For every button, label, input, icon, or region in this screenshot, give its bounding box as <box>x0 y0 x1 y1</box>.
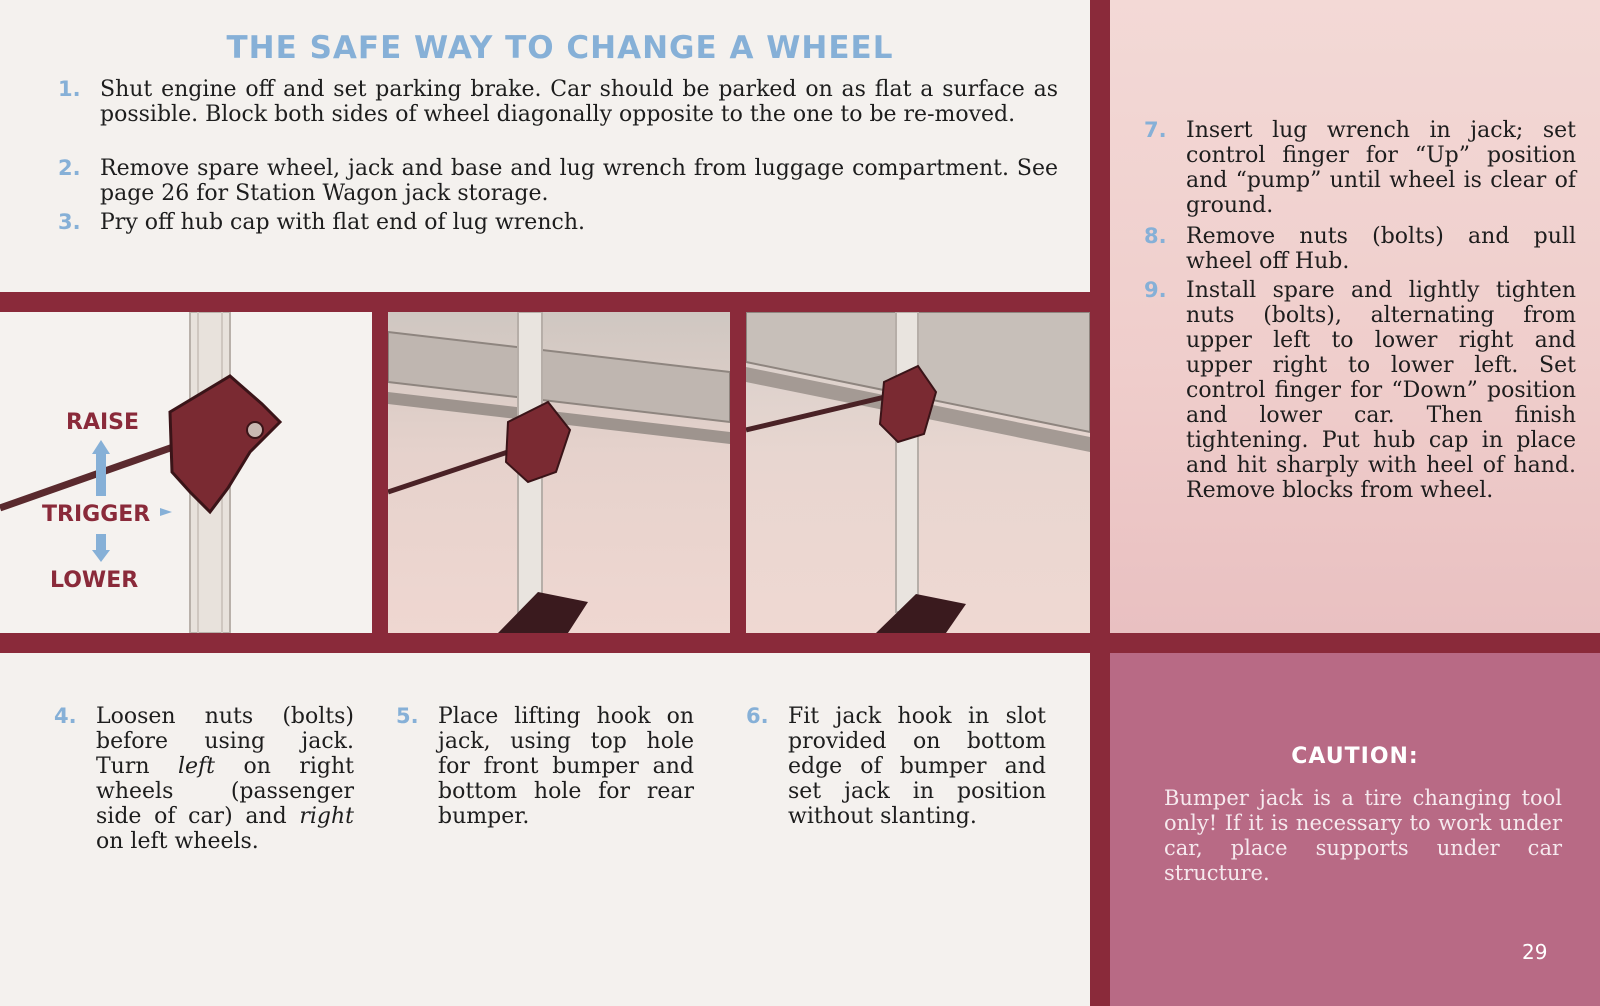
step-text: Fit jack hook in slot provided on bottom edge of bumper and set jack in position without slanting. <box>788 704 1046 829</box>
step-number: 8. <box>1144 224 1167 248</box>
step-6 <box>746 704 1046 829</box>
caution-heading: CAUTION: <box>1291 744 1419 769</box>
step-number: 9. <box>1144 278 1167 302</box>
photo-divider <box>372 292 388 642</box>
frame-divider-middle <box>0 633 1600 653</box>
step-text: Loosen nuts (bolts) before using jack. Turn <box>96 704 354 779</box>
step-number: 7. <box>1144 118 1167 142</box>
trigger-label: TRIGGER <box>42 502 151 527</box>
jack-photo-front-bumper <box>388 312 730 633</box>
step-text: on left wheels. <box>96 829 259 854</box>
step-text: Install spare and lightly tighten nuts (bolts), alternating from upper left to lower right and upper right to lower left. Set control finger for “Down” position and lower car. Then finish tightening. Put hub cap in place and hit sharply with heel of hand. Remove blocks from wheel. <box>1186 278 1576 503</box>
photo-divider <box>730 292 746 642</box>
lower-label: LOWER <box>50 568 139 593</box>
step-9 <box>1144 278 1576 503</box>
step-3 <box>58 210 1058 235</box>
step-5 <box>396 704 694 829</box>
caution-text: Bumper jack is a tire changing tool only! If it is necessary to work under car, place supports under car structure. <box>1164 786 1562 885</box>
step-7 <box>1144 118 1576 218</box>
step-8 <box>1144 224 1576 274</box>
step-text: Shut engine off and set parking brake. Car should be parked on as flat a surface as possible. Block both sides of wheel diagonally opposite to the one to be re-moved. <box>100 77 1058 127</box>
step-number: 5. <box>396 704 419 728</box>
frame-divider-vertical <box>1090 0 1110 1006</box>
page-title: THE SAFE WAY TO CHANGE A WHEEL <box>226 30 894 66</box>
step-text: Remove spare wheel, jack and base and lug wrench from luggage compartment. See page 26 for Station Wagon jack storage. <box>100 156 1058 206</box>
jack-photo-rear-bumper <box>746 312 1090 633</box>
frame-divider-top <box>0 292 1092 312</box>
step-number: 1. <box>58 77 81 101</box>
rear-jack-photo <box>746 312 1090 633</box>
step-emphasis: left <box>177 754 216 779</box>
step-text: Pry off hub cap with flat end of lug wrench. <box>100 210 585 235</box>
jack-diagram-photo <box>0 312 372 633</box>
step-text: Insert lug wrench in jack; set control finger for “Up” position and “pump” until wheel is clear of ground. <box>1186 118 1576 218</box>
step-text: Remove nuts (bolts) and pull wheel off Hub. <box>1186 224 1576 274</box>
step-2 <box>58 156 1058 206</box>
step-text: Place lifting hook on jack, using top hole for front bumper and bottom hole for rear bumper. <box>438 704 694 829</box>
step-text: on right wheels (passenger side of car) and <box>96 754 354 829</box>
step-number: 3. <box>58 210 81 234</box>
raise-label: RAISE <box>66 410 140 435</box>
step-number: 2. <box>58 156 81 180</box>
step-1 <box>58 77 1058 127</box>
step-number: 6. <box>746 704 769 728</box>
bumper-jack-photo <box>388 312 730 633</box>
step-number: 4. <box>54 704 77 728</box>
step-4 <box>54 704 354 854</box>
step-emphasis: right <box>299 804 354 829</box>
page-number: 29 <box>1522 940 1548 964</box>
